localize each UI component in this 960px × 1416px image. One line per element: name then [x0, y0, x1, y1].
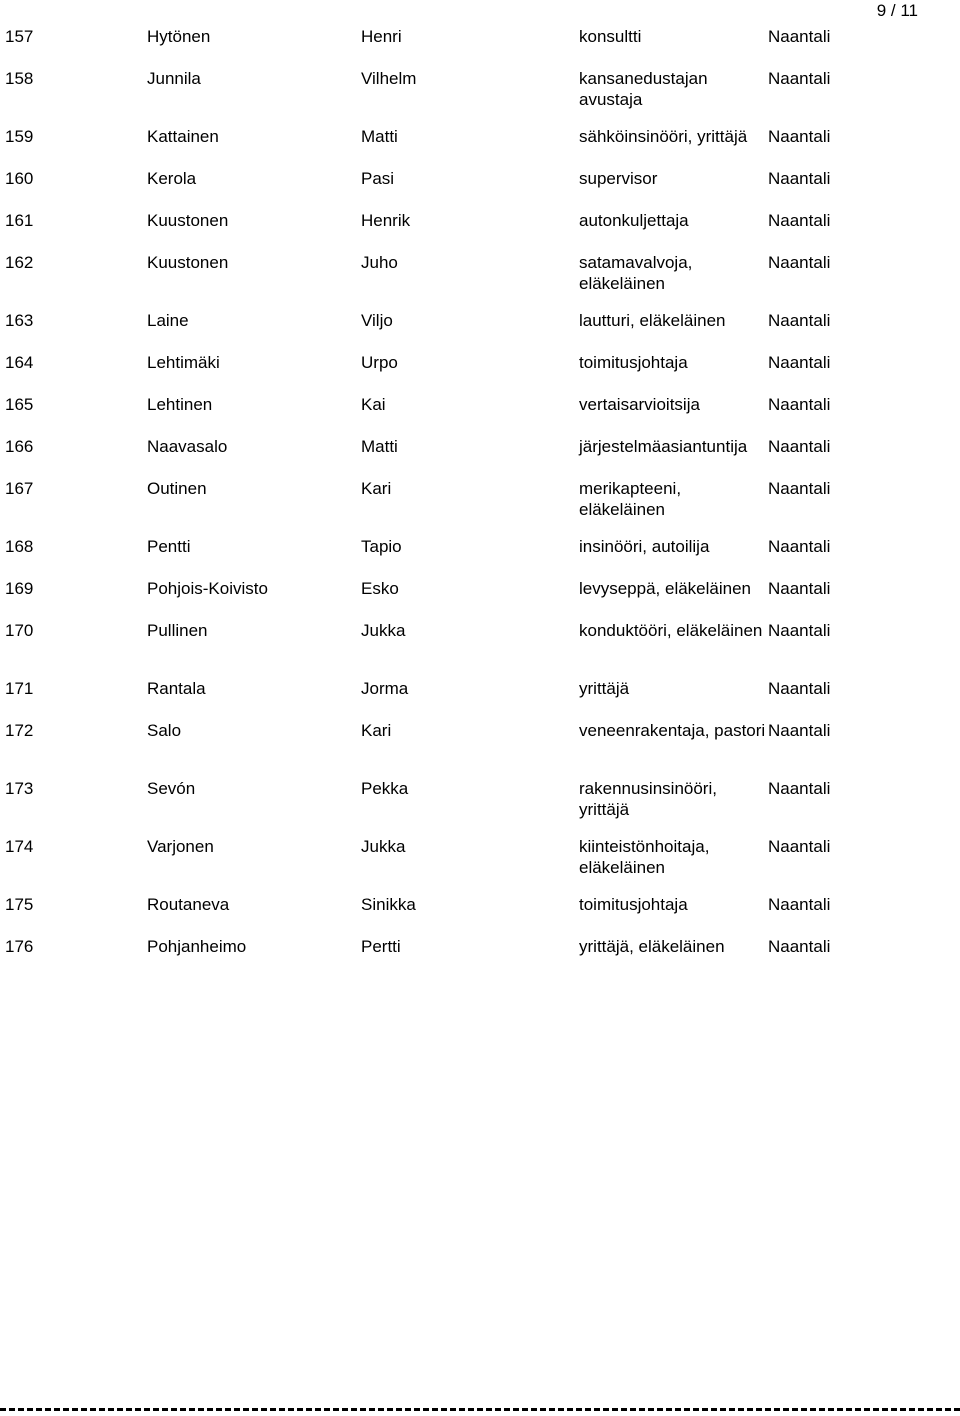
table-row: [0, 478, 960, 536]
occupation: supervisor: [579, 169, 658, 188]
row-number: 171: [5, 679, 34, 698]
table-row: [0, 578, 960, 620]
city: Naantali: [768, 437, 831, 456]
table-row: [0, 352, 960, 394]
occupation: kansanedustajan avustaja: [579, 69, 708, 109]
row-number: 163: [5, 311, 34, 330]
last-name: Kuustonen: [147, 211, 229, 230]
table-row: [0, 252, 960, 310]
city: Naantali: [768, 837, 831, 856]
first-name: Tapio: [361, 537, 402, 556]
row-number: 162: [5, 253, 34, 272]
occupation: toimitusjohtaja: [579, 353, 688, 372]
table-row: [0, 126, 960, 168]
table-row: [0, 894, 960, 936]
table-row: [0, 168, 960, 210]
row-number: 158: [5, 69, 34, 88]
occupation: konsultti: [579, 27, 642, 46]
table-row: [0, 778, 960, 836]
city: Naantali: [768, 479, 831, 498]
first-name: Kari: [361, 479, 392, 498]
first-name: Kai: [361, 395, 386, 414]
table-row: [0, 720, 960, 778]
occupation: yrittäjä, eläkeläinen: [579, 937, 725, 956]
last-name: Pohjanheimo: [147, 937, 247, 956]
occupation: autonkuljettaja: [579, 211, 689, 230]
occupation: levyseppä, eläkeläinen: [579, 579, 752, 598]
occupation: merikapteeni, eläkeläinen: [579, 479, 682, 519]
first-name: Jukka: [361, 837, 406, 856]
first-name: Jukka: [361, 621, 406, 640]
city: Naantali: [768, 169, 831, 188]
city: Naantali: [768, 27, 831, 46]
first-name: Pertti: [361, 937, 401, 956]
row-number: 167: [5, 479, 34, 498]
page-break-divider: [0, 1408, 960, 1411]
last-name: Kuustonen: [147, 253, 229, 272]
last-name: Varjonen: [147, 837, 214, 856]
last-name: Laine: [147, 311, 189, 330]
occupation: toimitusjohtaja: [579, 895, 688, 914]
first-name: Esko: [361, 579, 399, 598]
occupation: sähköinsinööri, yrittäjä: [579, 127, 748, 146]
last-name: Pullinen: [147, 621, 208, 640]
city: Naantali: [768, 537, 831, 556]
table-row: [0, 536, 960, 578]
city: Naantali: [768, 253, 831, 272]
first-name: Viljo: [361, 311, 393, 330]
city: Naantali: [768, 895, 831, 914]
occupation: satamavalvoja, eläkeläinen: [579, 253, 693, 293]
last-name: Junnila: [147, 69, 201, 88]
first-name: Henri: [361, 27, 402, 46]
last-name: Pentti: [147, 537, 191, 556]
first-name: Matti: [361, 437, 398, 456]
row-number: 170: [5, 621, 34, 640]
first-name: Sinikka: [361, 895, 416, 914]
city: Naantali: [768, 353, 831, 372]
first-name: Juho: [361, 253, 398, 272]
occupation: veneenrakentaja, pastori: [579, 721, 766, 740]
city: Naantali: [768, 127, 831, 146]
city: Naantali: [768, 937, 831, 956]
first-name: Pasi: [361, 169, 395, 188]
last-name: Hytönen: [147, 27, 211, 46]
row-number: 160: [5, 169, 34, 188]
table-row: [0, 310, 960, 352]
table-row: [0, 678, 960, 720]
first-name: Henrik: [361, 211, 411, 230]
occupation: insinööri, autoilija: [579, 537, 710, 556]
city: Naantali: [768, 779, 831, 798]
first-name: Jorma: [361, 679, 409, 698]
occupation: konduktööri, eläkeläinen: [579, 621, 763, 640]
row-number: 168: [5, 537, 34, 556]
table-row: [0, 436, 960, 478]
last-name: Kattainen: [147, 127, 219, 146]
city: Naantali: [768, 69, 831, 88]
table-row: [0, 836, 960, 894]
occupation: järjestelmäasiantuntija: [579, 437, 748, 456]
last-name: Rantala: [147, 679, 206, 698]
city: Naantali: [768, 395, 831, 414]
first-name: Matti: [361, 127, 398, 146]
occupation: yrittäjä: [579, 679, 630, 698]
row-number: 165: [5, 395, 34, 414]
city: Naantali: [768, 721, 831, 740]
last-name: Lehtimäki: [147, 353, 220, 372]
candidate-table: [0, 26, 960, 978]
table-row: [0, 936, 960, 978]
last-name: Sevón: [147, 779, 196, 798]
occupation: lautturi, eläkeläinen: [579, 311, 726, 330]
row-number: 159: [5, 127, 34, 146]
row-number: 157: [5, 27, 34, 46]
city: Naantali: [768, 211, 831, 230]
occupation: vertaisarvioitsija: [579, 395, 700, 414]
city: Naantali: [768, 621, 831, 640]
row-number: 166: [5, 437, 34, 456]
last-name: Lehtinen: [147, 395, 213, 414]
first-name: Vilhelm: [361, 69, 417, 88]
last-name: Pohjois-Koivisto: [147, 579, 268, 598]
table-row: [0, 26, 960, 68]
row-number: 161: [5, 211, 34, 230]
row-number: 175: [5, 895, 34, 914]
last-name: Routaneva: [147, 895, 230, 914]
row-number: 173: [5, 779, 34, 798]
last-name: Kerola: [147, 169, 197, 188]
first-name: Pekka: [361, 779, 409, 798]
table-row: [0, 68, 960, 126]
table-row: [0, 620, 960, 678]
city: Naantali: [768, 679, 831, 698]
city: Naantali: [768, 311, 831, 330]
occupation: kiinteistönhoitaja, eläkeläinen: [579, 837, 710, 877]
row-number: 172: [5, 721, 34, 740]
last-name: Salo: [147, 721, 182, 740]
row-number: 174: [5, 837, 34, 856]
table-row: [0, 210, 960, 252]
table-row: [0, 394, 960, 436]
last-name: Naavasalo: [147, 437, 228, 456]
occupation: rakennusinsinööri, yrittäjä: [579, 779, 717, 819]
row-number: 164: [5, 353, 34, 372]
first-name: Kari: [361, 721, 392, 740]
first-name: Urpo: [361, 353, 398, 372]
row-number: 169: [5, 579, 34, 598]
row-number: 176: [5, 937, 34, 956]
page-number: 9 / 11: [876, 1, 918, 20]
city: Naantali: [768, 579, 831, 598]
last-name: Outinen: [147, 479, 207, 498]
